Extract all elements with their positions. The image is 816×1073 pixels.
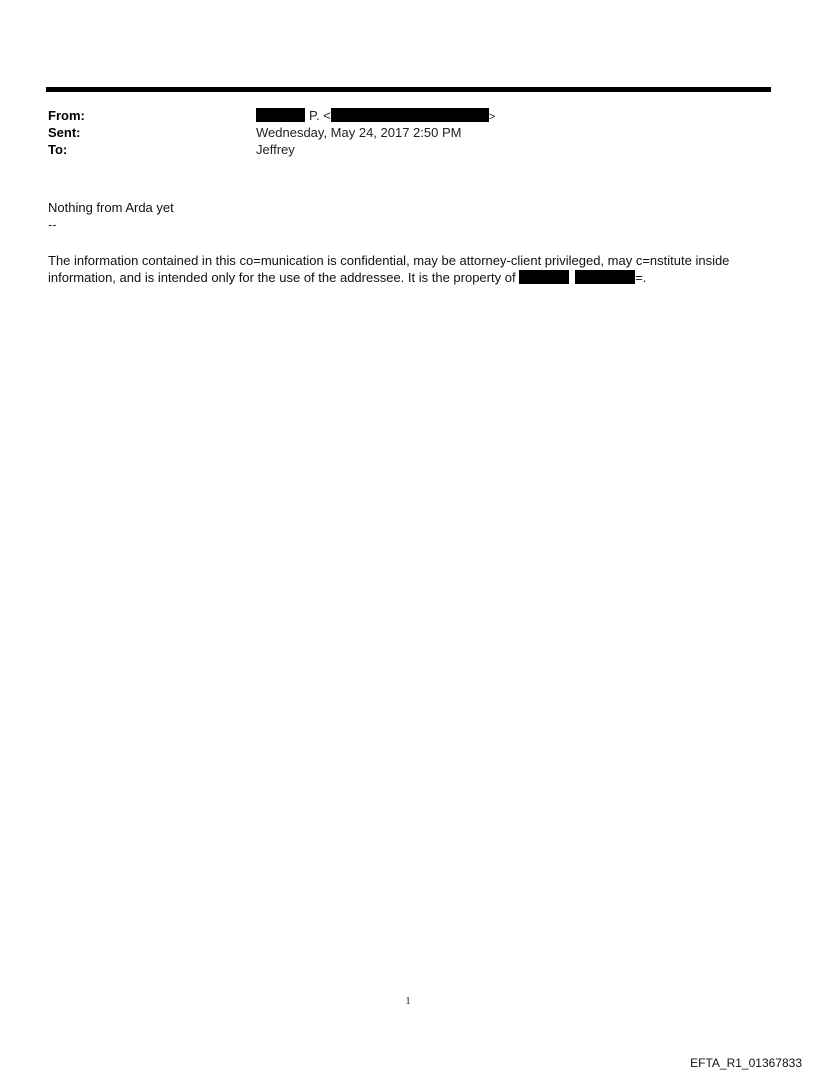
page-number: 1 — [405, 996, 411, 1007]
from-value-text: P. < — [309, 108, 331, 123]
header-rule — [46, 87, 771, 92]
sent-label: Sent: — [48, 125, 81, 140]
to-label: To: — [48, 142, 68, 157]
redaction-property-owner-2 — [575, 270, 635, 284]
disclaimer-line-2-text: information, and is intended only for the use of the addressee. It is the property of — [48, 270, 516, 285]
disclaimer-line-2-end: =. — [635, 270, 647, 285]
bates-number: EFTA_R1_01367833 — [690, 1056, 802, 1070]
disclaimer-line-1: The information contained in this co=munication is confidential, may be attorney-client privileged, may c=nstitute inside — [48, 253, 730, 268]
redaction-property-owner-1 — [519, 270, 569, 284]
disclaimer-line-2 — [48, 269, 773, 286]
from-value-close: > — [488, 111, 496, 123]
redaction-sender-name — [256, 108, 305, 122]
confidentiality-disclaimer — [48, 252, 773, 286]
from-label: From: — [48, 108, 85, 123]
redaction-sender-email — [331, 108, 489, 122]
signature-separator: -- — [48, 217, 57, 232]
email-body — [48, 199, 174, 233]
to-value: Jeffrey — [256, 142, 295, 157]
message-text: Nothing from Arda yet — [48, 200, 174, 215]
sent-value: Wednesday, May 24, 2017 2:50 PM — [256, 125, 462, 140]
